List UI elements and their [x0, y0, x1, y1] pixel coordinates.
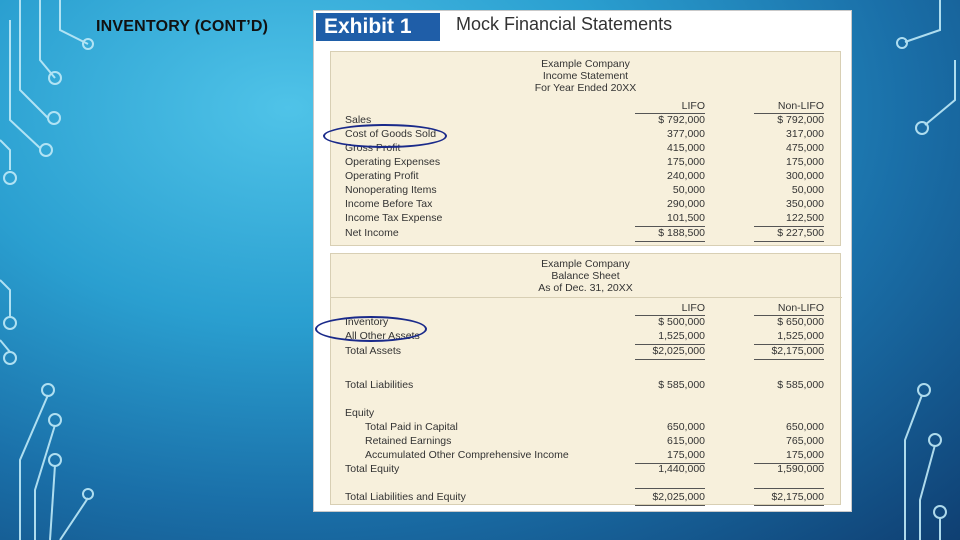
lifo-value: 650,000: [667, 421, 705, 433]
lifo-value: 377,000: [667, 128, 705, 140]
lifo-value: $2,025,000: [652, 491, 705, 503]
income-row: [331, 156, 840, 170]
balance-row: [331, 449, 840, 463]
row-label: Inventory: [345, 316, 389, 328]
row-label: Nonoperating Items: [345, 184, 437, 196]
nonlifo-value: $2,175,000: [771, 345, 824, 357]
balance-heading-title: Balance Sheet: [551, 270, 620, 282]
lifo-value: 175,000: [667, 156, 705, 168]
nonlifo-value: $2,175,000: [771, 491, 824, 503]
balance-row: [331, 407, 840, 421]
lifo-value: 290,000: [667, 198, 705, 210]
lifo-value: $ 188,500: [658, 227, 705, 239]
balance-col-nonlifo: Non-LIFO: [777, 302, 824, 314]
exhibit-header: [314, 11, 853, 43]
income-col-lifo: LIFO: [681, 100, 705, 112]
lifo-value: 101,500: [667, 212, 705, 224]
income-row: [331, 198, 840, 212]
row-label: Total Assets: [345, 345, 402, 357]
balance-heading-date: As of Dec. 31, 20XX: [538, 282, 633, 294]
balance-heading-divider: [331, 297, 842, 298]
row-label: All Other Assets: [345, 330, 420, 342]
nonlifo-value: 1,590,000: [777, 463, 824, 475]
lifo-value: $2,025,000: [652, 345, 705, 357]
row-label: Total Liabilities and Equity: [345, 491, 466, 503]
income-heading-title: Income Statement: [542, 70, 629, 82]
row-label: Gross Profit: [345, 142, 401, 154]
lifo-value: 1,525,000: [658, 330, 705, 342]
row-label: Income Before Tax: [345, 198, 433, 210]
income-heading-company: Example Company: [541, 58, 630, 70]
income-statement-panel: [330, 51, 841, 246]
nonlifo-value: 50,000: [791, 184, 824, 196]
total-le-double-rule-2: [754, 505, 824, 506]
slide-title: INVENTORY (CONT’D): [96, 18, 269, 35]
row-label: Accumulated Other Comprehensive Income: [365, 449, 569, 461]
nonlifo-value: 350,000: [786, 198, 824, 210]
row-label: Retained Earnings: [365, 435, 452, 447]
row-label: Cost of Goods Sold: [345, 128, 437, 140]
lifo-value: 240,000: [667, 170, 705, 182]
nonlifo-value: $ 227,500: [777, 227, 824, 239]
lifo-value: 175,000: [667, 449, 705, 461]
nonlifo-value: 175,000: [786, 449, 824, 461]
lifo-value: 415,000: [667, 142, 705, 154]
income-total-rule-2: [754, 241, 824, 242]
lifo-value: 1,440,000: [658, 463, 705, 475]
nonlifo-value: 1,525,000: [777, 330, 824, 342]
nonlifo-value: 300,000: [786, 170, 824, 182]
row-label: Sales: [345, 114, 372, 126]
nonlifo-value: $ 650,000: [777, 316, 824, 328]
nonlifo-value: $ 792,000: [777, 114, 824, 126]
row-label: Equity: [345, 407, 375, 419]
balance-col-lifo: LIFO: [681, 302, 705, 314]
nonlifo-value: 175,000: [786, 156, 824, 168]
row-label: Operating Expenses: [345, 156, 441, 168]
row-label: Operating Profit: [345, 170, 419, 182]
exhibit-figure: [313, 10, 852, 512]
lifo-value: $ 585,000: [658, 379, 705, 391]
balance-row: [331, 435, 840, 449]
income-total-rule-1: [635, 241, 705, 242]
nonlifo-value: 122,500: [786, 212, 824, 224]
balance-row: [331, 421, 840, 435]
row-label: Total Paid in Capital: [365, 421, 458, 433]
balance-row: [331, 345, 840, 359]
row-label: Net Income: [345, 227, 399, 239]
row-label: Total Liabilities: [345, 379, 414, 391]
exhibit-caption: Mock Financial Statements: [456, 14, 673, 34]
nonlifo-value: 317,000: [786, 128, 824, 140]
balance-row: [331, 379, 840, 393]
nonlifo-value: 475,000: [786, 142, 824, 154]
income-row: [331, 170, 840, 184]
income-heading-period: For Year Ended 20XX: [534, 82, 637, 94]
inventory-highlight-ellipse: [315, 316, 427, 342]
total-le-double-rule-1: [635, 505, 705, 506]
nonlifo-value: 650,000: [786, 421, 824, 433]
row-label: Income Tax Expense: [345, 212, 443, 224]
income-row: [331, 212, 840, 226]
assets-total-rule-1: [635, 359, 705, 360]
income-col-nonlifo: Non-LIFO: [777, 100, 824, 112]
income-row: [331, 184, 840, 198]
total-le-rule-1: [635, 488, 705, 489]
balance-heading-company: Example Company: [541, 258, 630, 270]
balance-row: [331, 491, 840, 505]
lifo-value: 50,000: [672, 184, 705, 196]
exhibit-badge: Exhibit 1: [316, 13, 440, 41]
row-label: Total Equity: [345, 463, 400, 475]
balance-sheet-panel: [330, 253, 841, 505]
cogs-highlight-ellipse: [323, 124, 447, 148]
lifo-value: $ 500,000: [658, 316, 705, 328]
income-row: [331, 227, 840, 241]
assets-total-rule-2: [754, 359, 824, 360]
balance-row: [331, 463, 840, 477]
total-le-rule-2: [754, 488, 824, 489]
nonlifo-value: 765,000: [786, 435, 824, 447]
nonlifo-value: $ 585,000: [777, 379, 824, 391]
lifo-value: $ 792,000: [658, 114, 705, 126]
lifo-value: 615,000: [667, 435, 705, 447]
